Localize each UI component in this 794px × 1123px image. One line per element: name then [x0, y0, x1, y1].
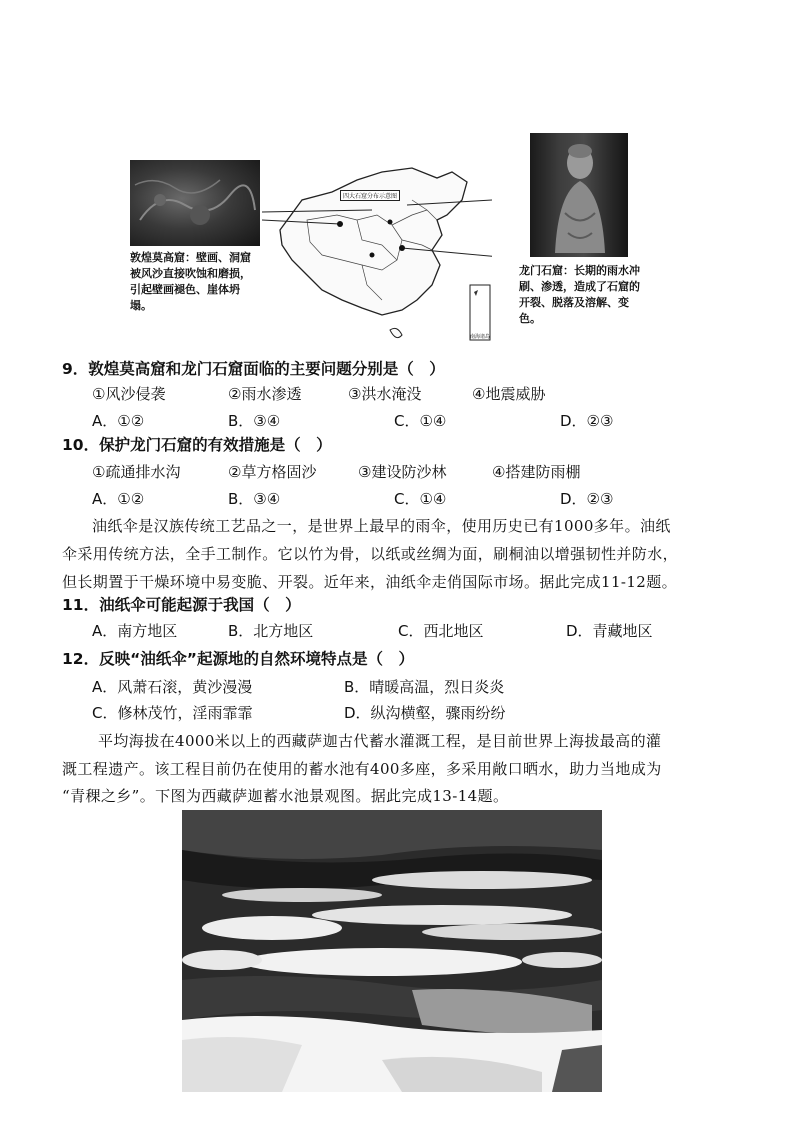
map-label-top: 四大石窟分布示意图: [340, 190, 400, 201]
reservoir-landscape-image: [182, 810, 602, 1092]
buddha-statue-image: [530, 133, 628, 257]
option: D．纵沟横壑，骤雨纷纷: [344, 704, 506, 722]
option: B．晴暖高温，烈日炎炎: [344, 678, 505, 696]
question-number: 12．: [62, 650, 100, 668]
item: ③洪水淹没: [348, 385, 422, 403]
sakya-reservoir-photo: [182, 810, 602, 1092]
option: A．南方地区: [92, 622, 178, 640]
question-number: 9．: [62, 360, 89, 378]
passage-line: 伞采用传统方法，全手工制作。它以竹为骨，以纸或丝绸为面，刷桐油以增强韧性并防水，: [62, 545, 679, 563]
question-text: 保护龙门石窟的有效措施是（ ）: [99, 436, 332, 454]
item: ②雨水渗透: [228, 385, 302, 403]
question-12-stem: [62, 647, 414, 669]
option: B．③④: [228, 490, 281, 508]
mural-texture: [130, 160, 260, 246]
option: A．①②: [92, 490, 145, 508]
question-10-stem: [62, 433, 332, 455]
longmen-photo: [530, 133, 628, 257]
map-inset-label: 南海诸岛: [470, 334, 491, 340]
item: ①风沙侵袭: [92, 385, 166, 403]
option: B．北方地区: [228, 622, 314, 640]
passage-line: 平均海拔在4000米以上的西藏萨迦古代蓄水灌溉工程，是目前世界上海拔最高的灌: [98, 732, 662, 750]
option: C．修林茂竹，淫雨霏霏: [92, 704, 253, 722]
question-number: 11．: [62, 596, 100, 614]
passage-line: “青稞之乡”。下图为西藏萨迦蓄水池景观图。据此完成13-14题。: [62, 787, 509, 805]
china-map: [262, 160, 492, 350]
question-text: 敦煌莫高窟和龙门石窟面临的主要问题分别是（ ）: [88, 360, 445, 378]
item: ④地震威胁: [472, 385, 546, 403]
passage-line: 油纸伞是汉族传统工艺品之一，是世界上最早的雨伞，使用历史已有1000多年。油纸: [92, 517, 671, 535]
option: A．风萧石滚，黄沙漫漫: [92, 678, 253, 696]
option: C．①④: [394, 490, 447, 508]
question-text: 油纸伞可能起源于我国（ ）: [99, 596, 301, 614]
mogao-caption: 敦煌莫高窟：壁画、洞窟被风沙直接吹蚀和磨损，引起壁画褪色、崖体坍塌。: [130, 251, 251, 312]
option: D．②③: [560, 412, 614, 430]
option: D．青藏地区: [566, 622, 653, 640]
item: ②草方格固沙: [228, 463, 317, 481]
question-text: 反映“油纸伞”起源地的自然环境特点是（ ）: [99, 650, 414, 668]
question-9-stem: [62, 357, 445, 379]
question-number: 10．: [62, 436, 100, 454]
option: B．③④: [228, 412, 281, 430]
item: ④搭建防雨棚: [492, 463, 581, 481]
passage-line: 溉工程遗产。该工程目前仍在使用的蓄水池有400多座，多采用敞口晒水，助力当地成为: [62, 760, 662, 778]
longmen-caption: 龙门石窟：长期的雨水冲刷、渗透，造成了石窟的开裂、脱落及溶解、变色。: [519, 264, 640, 325]
mogao-photo: [130, 160, 260, 246]
item: ③建设防沙林: [358, 463, 447, 481]
option: A．①②: [92, 412, 145, 430]
question-11-stem: [62, 593, 301, 615]
item: ①疏通排水沟: [92, 463, 181, 481]
option: C．西北地区: [398, 622, 484, 640]
option: C．①④: [394, 412, 447, 430]
passage-line: 但长期置于干燥环境中易变脆、开裂。近年来，油纸伞走俏国际市场。据此完成11-12题。: [62, 573, 678, 591]
option: D．②③: [560, 490, 614, 508]
